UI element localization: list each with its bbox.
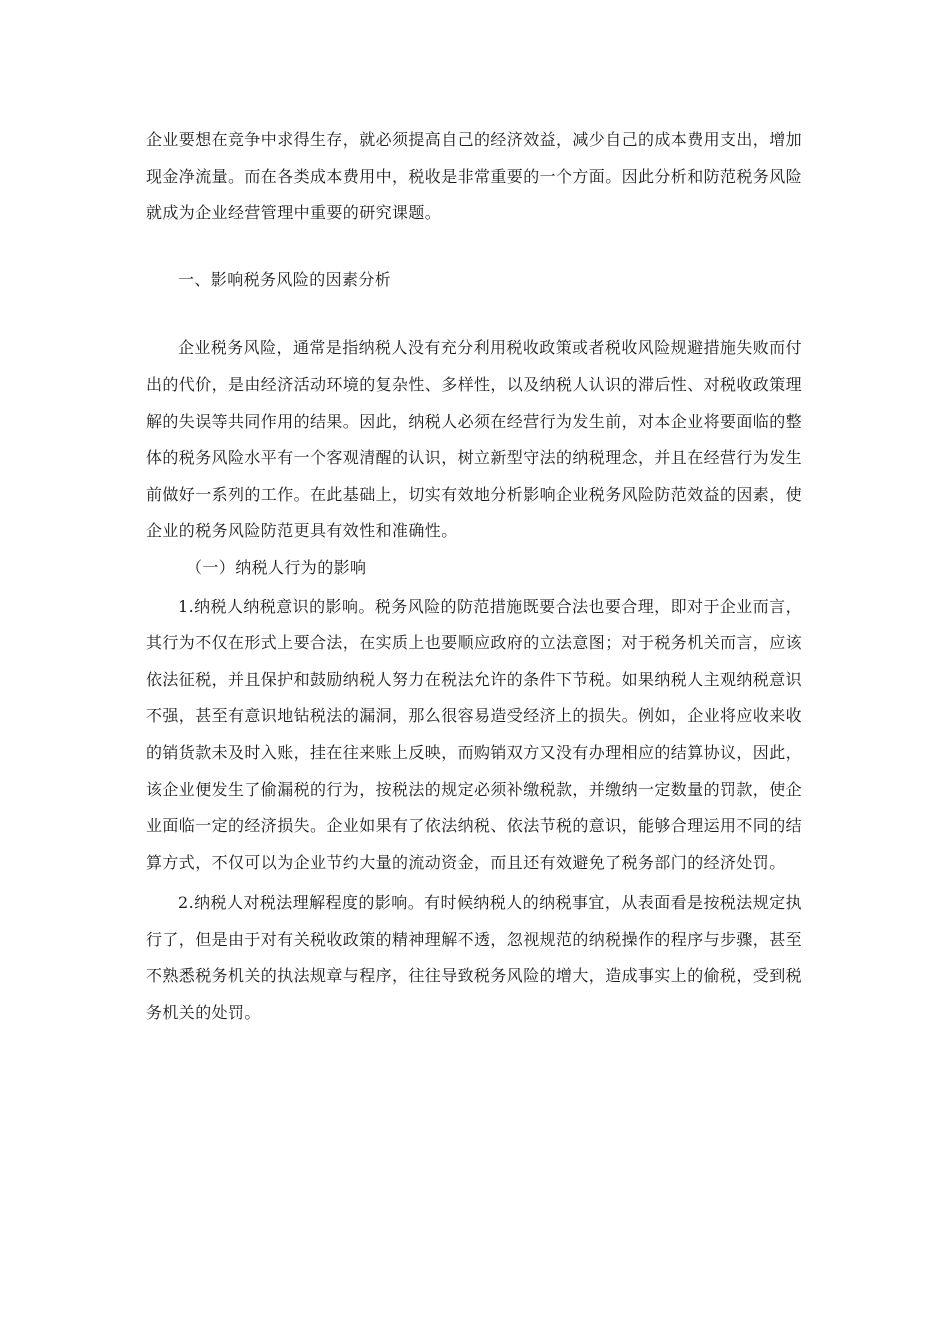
intro-paragraph: 企业要想在竞争中求得生存，就必须提高自己的经济效益，减少自己的成本费用支出，增加现金净流量。而在各类成本费用中，税收是非常重要的一个方面。因此分析和防范税务风险就成为企业经营管理中重要的研究课题。 bbox=[146, 130, 803, 223]
point-1-paragraph: 1.纳税人纳税意识的影响。税务风险的防范措施既要合法也要合理，即对于企业而言，其行为不仅在形式上要合法，在实质上也要顺应政府的立法意图；对于税务机关而言，应该依法征税，并且保护和鼓励纳税人努力在税法允许的条件下节税。如果纳税人主观纳税意识不强，甚至有意识地钻税法的漏洞，那么很容易造受经济上的损失。例如，企业将应收来收的销货款未及时入账，挂在往来账上反映，而购销双方又没有办理相应的结算协议，因此，该企业便发生了偷漏税的行为，按税法的规定必须补缴税款，并缴纳一定数量的罚款，使企业面临一定的经济损失。企业如果有了依法纳税、依法节税的意识，能够合理运用不同的结算方式，不仅可以为企业节约大量的流动资金，而且还有效避免了税务部门的经济处罚。 bbox=[146, 596, 803, 872]
point-2-paragraph: 2.纳税人对税法理解程度的影响。有时候纳税人的纳税事宜，从表面看是按税法规定执行了，但是由于对有关税收政策的精神理解不透，忽视规范的纳税操作的程序与步骤，甚至不熟悉税务机关的执法规章与程序，往往导致税务风险的增大，造成事实上的偷税，受到税务机关的处罚。 bbox=[146, 893, 803, 1023]
section-body-paragraph: 企业税务风险，通常是指纳税人没有充分利用税收政策或者税收风险规避措施失败而付出的代价，是由经济活动环境的复杂性、多样性，以及纳税人认识的滞后性、对税收政策理解的失误等共同作用的结果。因此，纳税人必须在经营行为发生前，对本企业将要面临的整体的税务风险水平有一个客观清醒的认识，树立新型守法的纳税理念，并且在经营行为发生前做好一系列的工作。在此基础上，切实有效地分析影响企业税务风险防范效益的因素，使企业的税务风险防范更具有效性和准确性。 bbox=[146, 338, 803, 541]
section-heading: 一、影响税务风险的因素分析 bbox=[178, 269, 392, 289]
subsection-heading: （一）纳税人行为的影响 bbox=[186, 557, 367, 577]
